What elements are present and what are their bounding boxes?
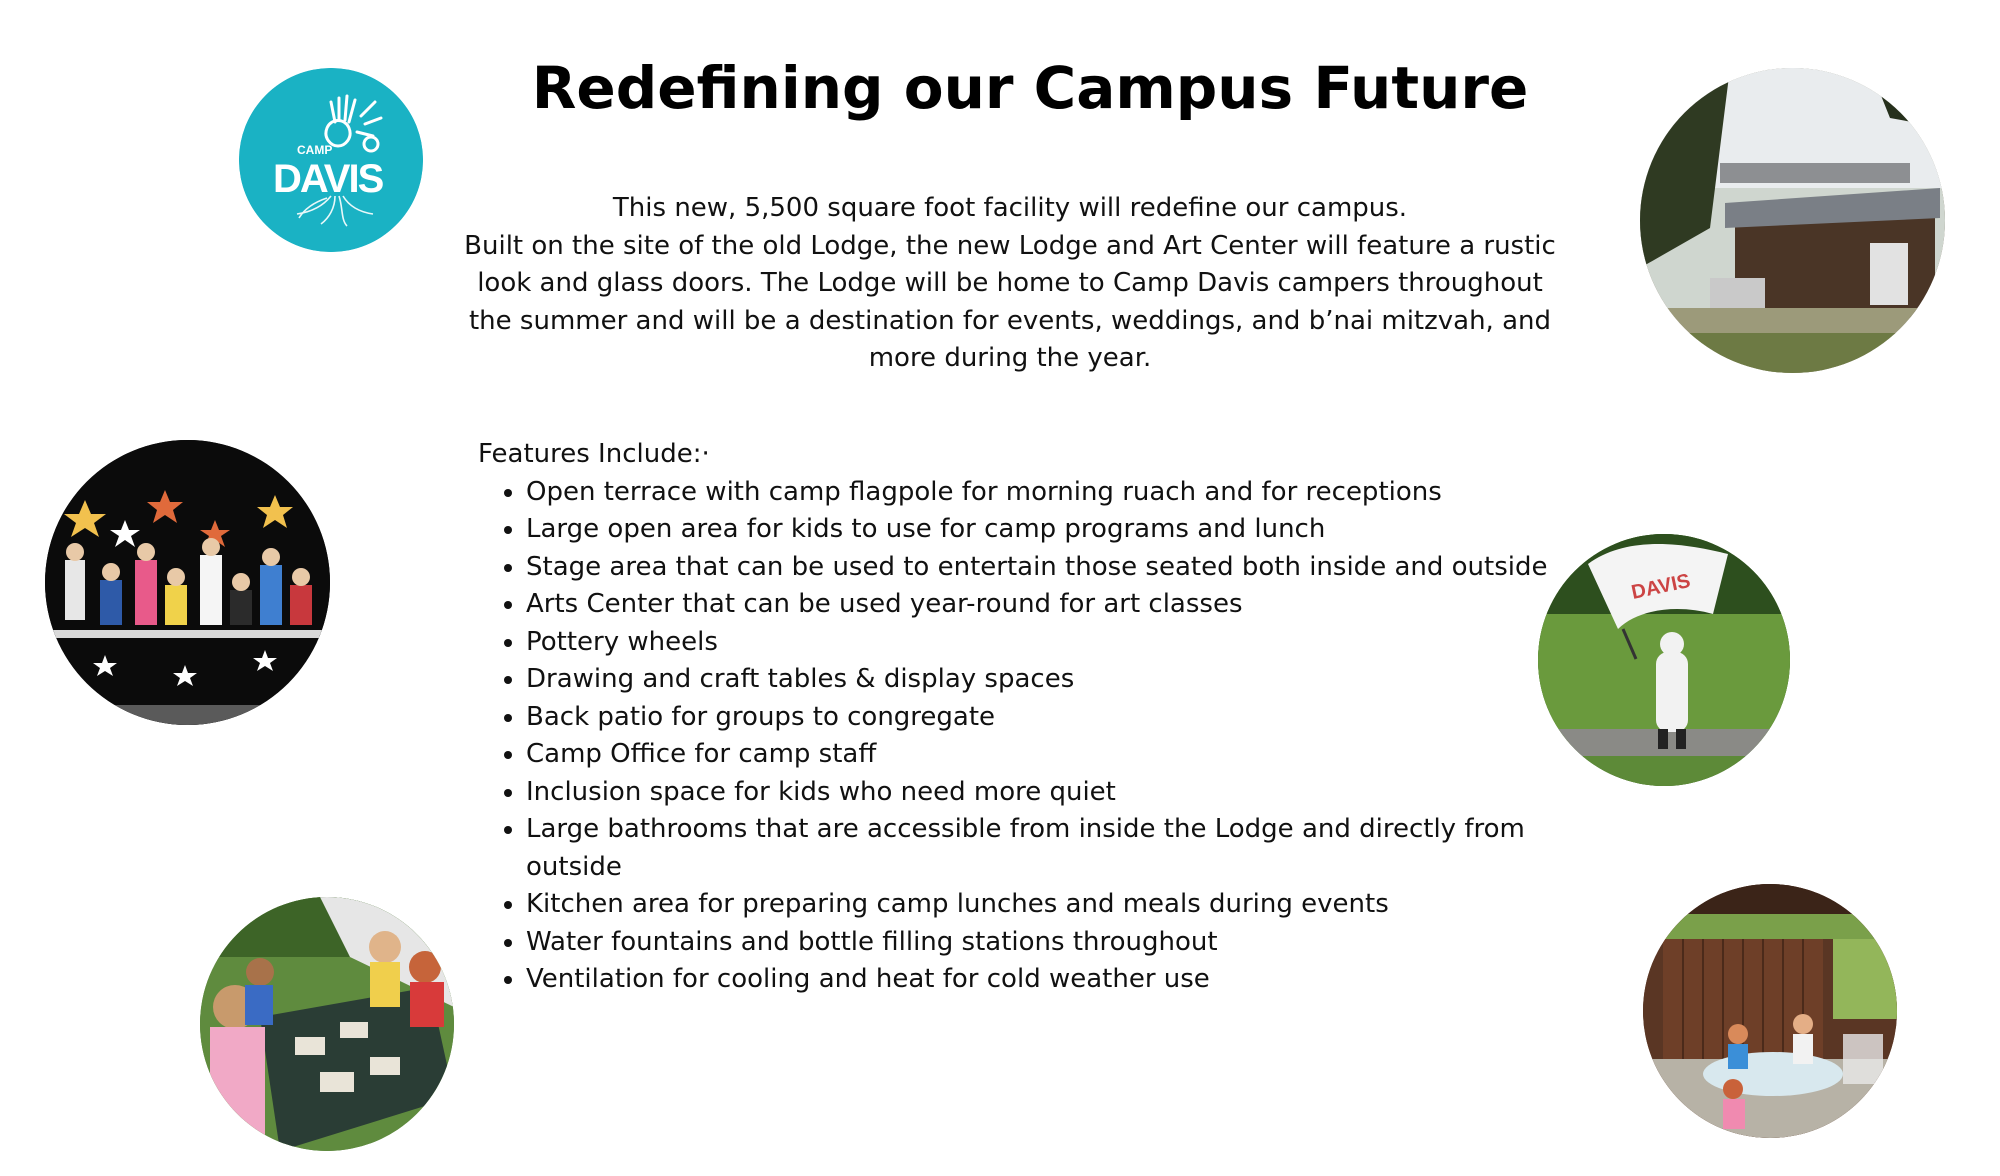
logo-camp-text: CAMP [297,143,333,157]
features-heading: Features Include:· [478,439,710,469]
list-item: • Drawing and craft tables & display spaces [526,661,1568,699]
logo-davis-text: DAVIS [273,157,383,201]
list-item: • Inclusion space for kids who need more quiet [526,774,1568,812]
covered-patio-photo [1643,884,1897,1138]
list-item: • Ventilation for cooling and heat for cold weather use [526,961,1568,999]
list-item: • Stage area that can be used to entertain those seated both inside and outside [526,549,1568,587]
building-photo-icon [1640,68,1945,373]
kids-at-table-photo [200,897,454,1151]
stage-performance-photo-icon [45,440,330,725]
flag-waving-photo-icon [1538,534,1790,786]
list-item: • Arts Center that can be used year-round for art classes [526,586,1568,624]
features-list [478,474,1568,999]
camp-davis-logo-icon [239,68,423,252]
camp-davis-logo [239,68,423,252]
features-section [478,436,1568,999]
svg-text:DAVIS: DAVIS [1629,569,1693,604]
lodge-photo [1640,68,1945,373]
list-item: • Large bathrooms that are accessible from inside the Lodge and directly from outside [526,811,1568,886]
page-title: Redefining our Campus Future [531,54,1529,122]
intro-line-2: Built on the site of the old Lodge, the new Lodge and Art Center will feature a rustic look and glass doors. The Lodge will be home to Camp Davis campers throughout the summer and will be a destination for events, weddings, and b’nai mitzvah, and more during the year. [464,230,1556,373]
list-item: • Kitchen area for preparing camp lunches and meals during events [526,886,1568,924]
list-item: • Back patio for groups to congregate [526,699,1568,737]
covered-patio-photo-icon [1643,884,1897,1138]
intro-line-1: This new, 5,500 square foot facility will redefine our campus. [612,193,1408,223]
list-item: • Camp Office for camp staff [526,736,1568,774]
intro-text [455,190,1565,378]
flag-waving-photo [1538,534,1790,786]
stage-performance-photo [45,440,330,725]
list-item: • Water fountains and bottle filling stations throughout [526,924,1568,962]
list-item: • Pottery wheels [526,624,1568,662]
kids-at-table-photo-icon [200,897,454,1151]
list-item: • Open terrace with camp flagpole for morning ruach and for receptions [526,474,1568,512]
list-item: • Large open area for kids to use for camp programs and lunch [526,511,1568,549]
